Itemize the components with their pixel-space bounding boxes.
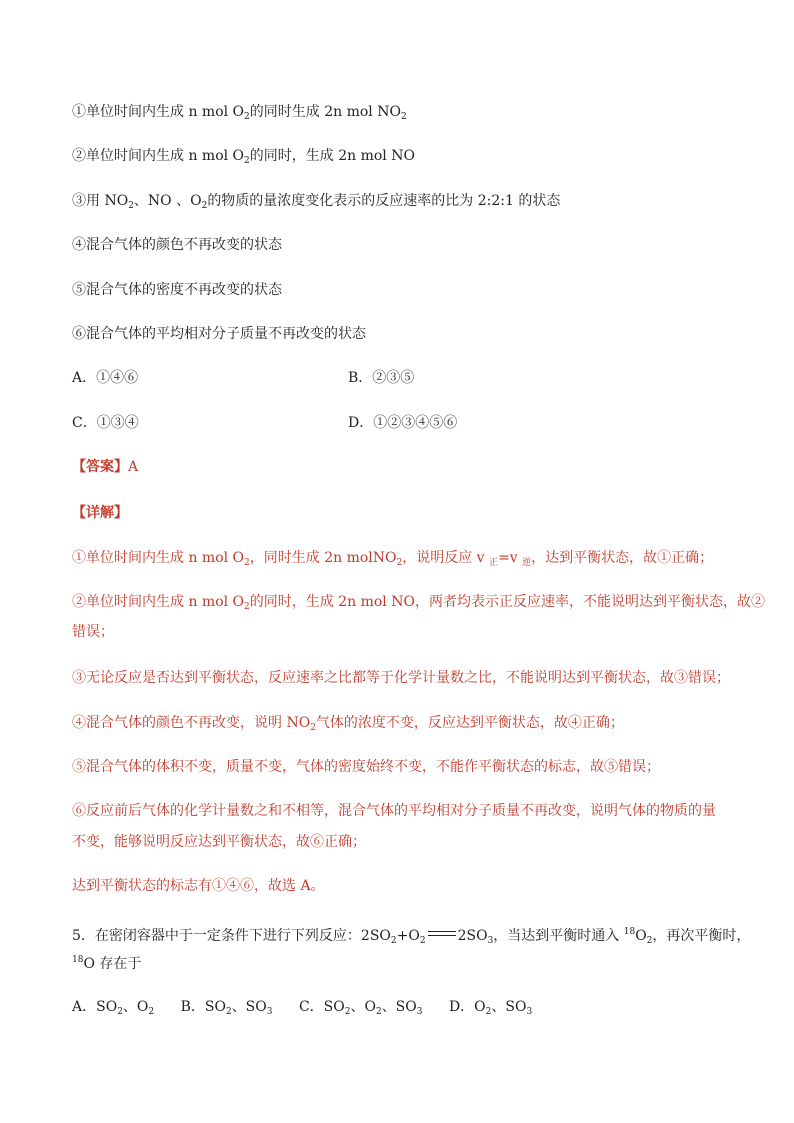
statement-2 <box>72 146 415 171</box>
subscript: 逆 <box>522 558 532 568</box>
q5-option-b <box>181 999 273 1015</box>
statement-mark: ⑥ <box>72 326 86 342</box>
subscript: 2 <box>244 602 250 612</box>
option-d: D．①②③④⑤⑥ <box>348 415 458 431</box>
explanation-text: ④混合气体的颜色不再改变，说明 NO <box>72 715 311 731</box>
question-text: 5．在密闭容器中于一定条件下进行下列反应：2SO <box>72 928 391 944</box>
subscript: 3 <box>416 1007 423 1017</box>
statement-text: 混合气体的颜色不再改变的状态 <box>86 237 282 253</box>
subscript: 2 <box>419 936 426 946</box>
option-text: B．SO <box>180 999 226 1015</box>
explanation-6-line2: 不变，能够说明反应达到平衡状态，故⑥正确； <box>72 834 366 850</box>
explanation-conclusion: 达到平衡状态的标志有①④⑥，故选 A。 <box>72 878 325 894</box>
explanation-text: ，达到平衡状态，故①正确； <box>531 550 714 566</box>
question-text: O 存在于 <box>83 956 142 972</box>
statement-text: 单位时间内生成 n mol O <box>86 104 245 120</box>
subscript: 2 <box>148 1007 155 1017</box>
option-text: 、SO <box>231 999 267 1015</box>
question-text: +O <box>396 928 420 944</box>
explanation-text: ①单位时间内生成 n mol O <box>72 550 245 566</box>
option-text: A．SO <box>72 999 118 1015</box>
explanation-text: ②单位时间内生成 n mol O <box>72 594 245 610</box>
statement-3 <box>72 191 560 216</box>
question-text: ，当达到平衡时通入 <box>493 928 624 944</box>
option-text: 、O <box>122 999 149 1015</box>
subscript: 正 <box>489 558 499 568</box>
statement-5 <box>72 280 282 300</box>
question-text: 2SO <box>457 928 488 944</box>
statement-text: 混合气体的平均相对分子质量不再改变的状态 <box>86 326 366 342</box>
subscript: 2 <box>390 936 397 946</box>
subscript: 2 <box>244 558 250 568</box>
subscript: 3 <box>487 936 494 946</box>
statement-text: 单位时间内生成 n mol O <box>86 148 245 164</box>
detail-label: 【详解】 <box>72 505 128 521</box>
subscript: 3 <box>526 1007 533 1017</box>
q5-option-d <box>449 999 532 1015</box>
question-5-stem <box>72 922 750 951</box>
option-text: 、SO <box>381 999 417 1015</box>
explanation-4 <box>72 713 624 738</box>
option-text: 、SO <box>491 999 527 1015</box>
answer-label: 【答案】 <box>72 459 128 475</box>
statement-text: 用 NO <box>86 193 129 209</box>
question-text: O <box>635 928 647 944</box>
options-row-2 <box>72 413 712 433</box>
q5-option-c <box>299 999 423 1015</box>
explanation-5: ⑤混合气体的体积不变，质量不变，气体的密度始终不变，不能作平衡状态的标志，故⑤错误； <box>72 759 660 775</box>
option-a: A．①④⑥ <box>72 370 139 386</box>
superscript: 18 <box>72 955 84 965</box>
superscript: 18 <box>623 927 636 937</box>
answer-value: A <box>128 459 139 475</box>
statement-text: 的同时生成 2n mol NO <box>249 104 401 120</box>
subscript: 2 <box>201 201 208 211</box>
statement-text: 、NO 、O <box>133 193 202 209</box>
statement-text: 的物质的量浓度变化表示的反应速率的比为 2:2:1 的状态 <box>207 193 561 209</box>
equilibrium-arrow-icon <box>428 930 456 938</box>
explanation-text: 的同时，生成 2n mol NO，两者均表示正反应速率，不能说明达到平衡状态，故② <box>249 594 765 610</box>
statement-mark: ① <box>72 104 86 120</box>
option-text: C．SO <box>298 999 345 1015</box>
question-5-options <box>72 997 554 1022</box>
statement-1 <box>72 102 407 127</box>
subscript: 2 <box>244 156 250 166</box>
statement-mark: ③ <box>72 193 86 209</box>
subscript: 2 <box>225 1007 232 1017</box>
options-row-1 <box>72 368 712 388</box>
explanation-2-line2: 错误； <box>72 624 114 640</box>
subscript: 2 <box>344 1007 351 1017</box>
statement-text: 混合气体的密度不再改变的状态 <box>86 282 282 298</box>
q5-option-a <box>72 999 154 1015</box>
question-text: ，再次平衡时， <box>652 928 751 944</box>
statement-text: 的同时，生成 2n mol NO <box>249 148 415 164</box>
subscript: 2 <box>646 936 653 946</box>
subscript: 2 <box>400 112 407 122</box>
statement-6 <box>72 324 366 344</box>
option-b: B．②③⑤ <box>348 370 415 386</box>
subscript: 2 <box>310 723 316 733</box>
option-text: 、O <box>350 999 376 1015</box>
explanation-1 <box>72 548 713 573</box>
explanation-text: ，说明反应 v <box>402 550 490 566</box>
subscript: 2 <box>396 558 403 568</box>
subscript: 3 <box>266 1007 273 1017</box>
subscript: 2 <box>128 201 134 211</box>
statement-mark: ⑤ <box>72 282 86 298</box>
subscript: 2 <box>117 1007 123 1017</box>
explanation-text: 气体的浓度不变，反应达到平衡状态，故④正确； <box>315 715 624 731</box>
subscript: 2 <box>375 1007 382 1017</box>
statement-mark: ② <box>72 148 86 164</box>
option-text: D．O <box>448 999 486 1015</box>
explanation-2-line1 <box>72 592 765 617</box>
subscript: 2 <box>244 112 250 122</box>
answer-line <box>72 457 138 477</box>
statement-mark: ④ <box>72 237 86 253</box>
explanation-text: ，同时生成 2n molNO <box>249 550 397 566</box>
statement-4 <box>72 235 282 255</box>
option-c: C．①③④ <box>72 415 139 431</box>
explanation-text: =v <box>498 550 523 566</box>
explanation-6-line1: ⑥反应前后气体的化学计量数之和不相等，混合气体的平均相对分子质量不再改变，说明气体的物质的量 <box>72 803 716 819</box>
explanation-3: ③无论反应是否达到平衡状态，反应速率之比都等于化学计量数之比，不能说明达到平衡状态，故③错误； <box>72 670 730 686</box>
question-5-stem-line2 <box>72 950 141 974</box>
subscript: 2 <box>485 1007 492 1017</box>
